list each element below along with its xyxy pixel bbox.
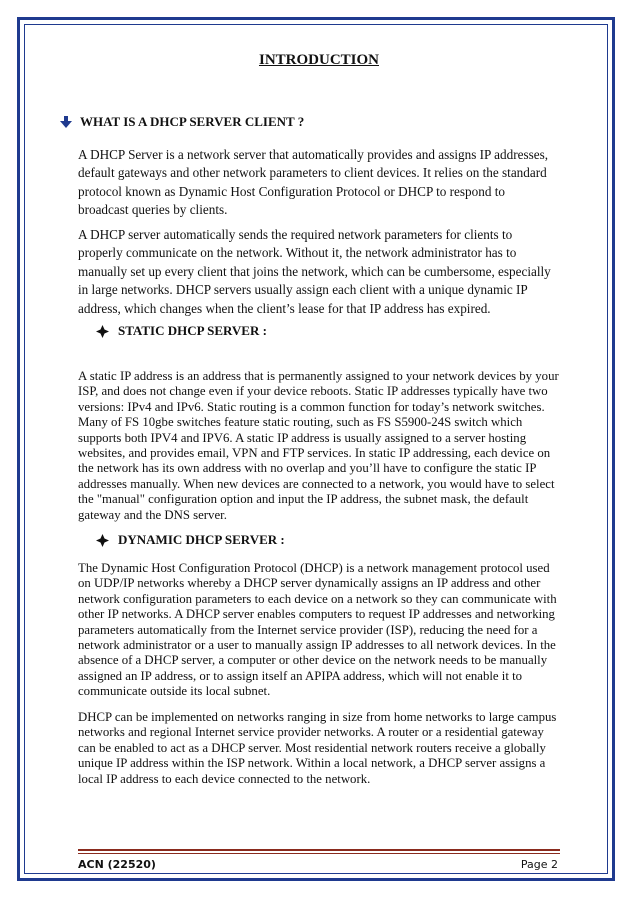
section-heading-text: WHAT IS A DHCP SERVER CLIENT ?	[80, 114, 305, 129]
arrow-down-icon	[60, 116, 72, 128]
diamond-bullet-icon	[96, 534, 109, 547]
dynamic-dhcp-heading	[96, 532, 285, 548]
section-heading	[60, 114, 304, 130]
static-dhcp-heading	[96, 323, 267, 339]
diamond-bullet-icon	[96, 325, 109, 338]
intro-paragraph-2: A DHCP server automatically sends the required network parameters for clients to properly communicate on the network. Without it, the network administrator has to manually set up every client that joins the network, which can be cumbersome, especially in large networks. DHCP servers usually assign each client with a unique dynamic IP address, which changes when the client’s lease for that IP address has expired.	[78, 227, 551, 316]
footer-course-code: ACN (22520)	[78, 858, 156, 871]
page-title: INTRODUCTION	[258, 52, 379, 68]
footer-rule-thin	[78, 853, 560, 854]
static-dhcp-heading-text: STATIC DHCP SERVER :	[118, 323, 267, 338]
footer-page-number: Page 2	[520, 858, 558, 871]
footer-rule	[78, 849, 560, 851]
dynamic-dhcp-heading-text: DYNAMIC DHCP SERVER :	[118, 532, 285, 547]
dynamic-dhcp-paragraph-2: DHCP can be implemented on networks ranging in size from home networks to large campus networks and regional Internet service provider networks. A router or a residential gateway can be enabled to act as a DHCP server. Most residential network routers receive a globally unique IP address within the ISP network. Within a local network, a DHCP server assigns a local IP address to each device connected to the network.	[78, 710, 557, 786]
static-dhcp-paragraph: A static IP address is an address that is permanently assigned to your network devices by your ISP, and does not change even if your device reboots. Static IP addresses typically have two versions: IPv4 and IPv6. Static routing is a common function for today’s network switches. Many of FS 10gbe switches feature static routing, such as FS S5900-24S switch which supports both IPV4 and IPV6. A static IP address is usually assigned to a server hosting websites, and provides email, VPN and FTP services. In static IP addressing, each device on the network has its own address with no overlap and you’ll have to configure the static IP addresses manually. When new devices are connected to a network, you would have to select the "manual" configuration option and input the IP address, the subnet mask, the default gateway and the DNS server.	[78, 369, 559, 522]
intro-paragraph-1: A DHCP Server is a network server that automatically provides and assigns IP addresses, default gateways and other network parameters to client devices. It relies on the standard protocol known as Dynamic Host Configuration Protocol or DHCP to respond to broadcast queries by clients.	[78, 147, 549, 218]
dynamic-dhcp-paragraph-1: The Dynamic Host Configuration Protocol (DHCP) is a network management protocol used on UDP/IP networks whereby a DHCP server dynamically assigns an IP address and other network configuration parameters to each device on a network so they can communicate with other IP networks. A DHCP server enables computers to request IP addresses and networking parameters automatically from the Internet service provider (ISP), reducing the need for a network administrator or a user to manually assign IP addresses to all network devices. In the absence of a DHCP server, a computer or other device on the network needs to be manually assigned an IP address, or to assign itself an APIPA address, which will not enable it to communicate outside its local subnet.	[78, 561, 557, 699]
